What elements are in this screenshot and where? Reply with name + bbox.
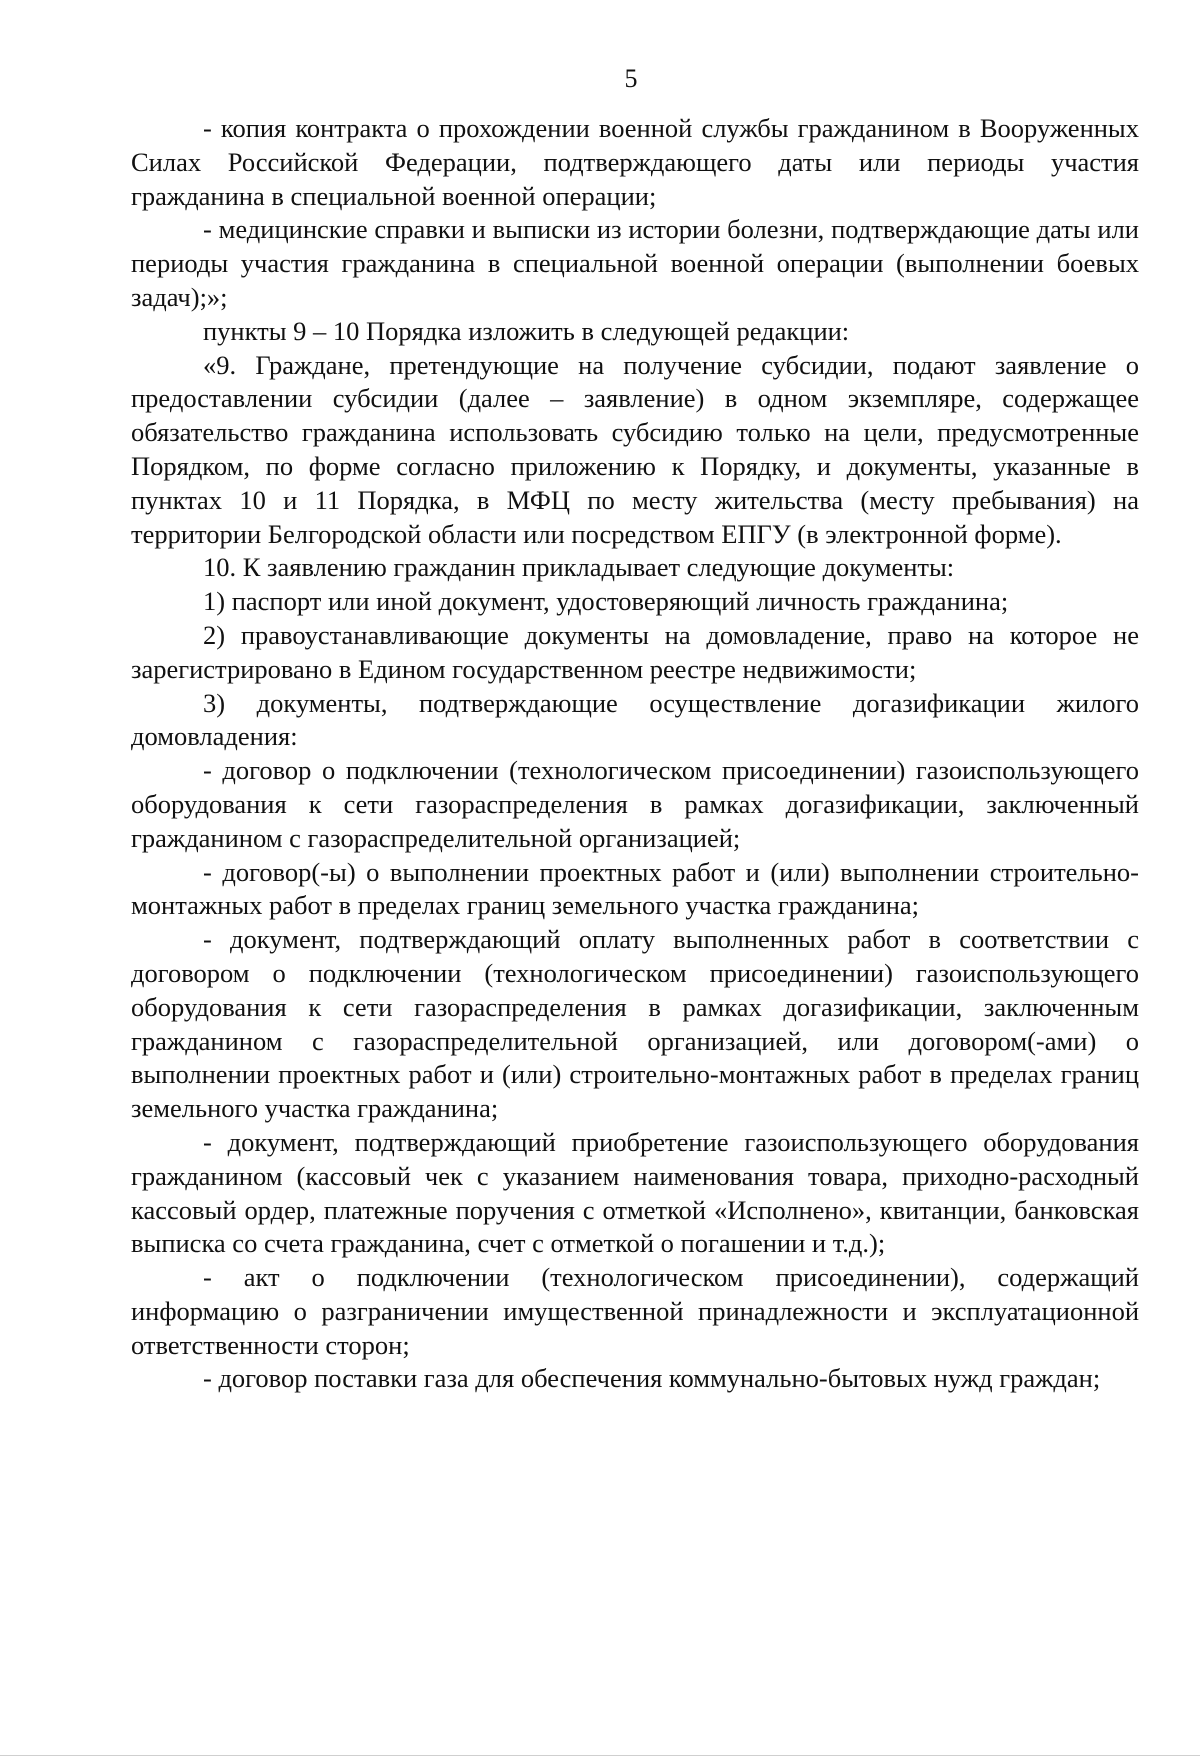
paragraph-subitem-3: 3) документы, подтверждающие осуществление догазификации жилого домовладения:	[131, 687, 1139, 752]
document-body	[131, 112, 1139, 1396]
paragraph-design-works-contract: - договор(-ы) о выполнении проектных работ и (или) выполнении строительно-монтажных работ в пределах границ земельного участка гражданина;	[131, 856, 1139, 921]
paragraph-gas-supply-contract: - договор поставки газа для обеспечения коммунально-бытовых нужд граждан;	[203, 1363, 1101, 1394]
paragraph-medical-certificates: - медицинские справки и выписки из истории болезни, подтверждающие даты или периоды участия гражданина в специальной военной операции (выполнении боевых задач);»;	[131, 214, 1139, 312]
paragraph-item-10: 10. К заявлению гражданин прикладывает следующие документы:	[203, 552, 955, 583]
paragraph-subitem-1: 1) паспорт или иной документ, удостоверяющий личность гражданина;	[203, 586, 1009, 617]
paragraph-contract-copy: - копия контракта о прохождении военной службы гражданином в Вооруженных Силах Российской Федерации, подтверждающего даты или периоды участия гражданина в специальной военной операции;	[131, 113, 1139, 211]
paragraph-payment-document: - документ, подтверждающий оплату выполненных работ в соответствии с договором о подключении (технологическом присоединении) газоиспользующего оборудования к сети газораспределения в рамках догазификации, заключенным гражданином с газораспределительной организацией, или договором(-ами) о выполнении проектных работ и (или) строительно-монтажных работ в пределах границ земельного участка гражданина;	[131, 924, 1139, 1124]
paragraph-connection-contract: - договор о подключении (технологическом присоединении) газоиспользующего оборудования к сети газораспределения в рамках догазификации, заключенный гражданином с газораспределительной организацией;	[131, 755, 1139, 853]
page-number: 5	[624, 64, 638, 93]
bottom-scan-edge	[0, 1755, 1200, 1756]
paragraph-equipment-purchase: - документ, подтверждающий приобретение газоиспользующего оборудования гражданином (кассовый чек с указанием наименования товара, приходно-расходный кассовый ордер, платежные поручения с отметкой «Исполнено», квитанции, банковская выписка со счета гражданина, счет с отметкой о погашении и т.д.);	[131, 1126, 1139, 1259]
paragraph-subitem-2: 2) правоустанавливающие документы на домовладение, право на которое не зарегистрировано в Едином государственном реестре недвижимости;	[131, 619, 1139, 684]
paragraph-connection-act: - акт о подключении (технологическом присоединении), содержащий информацию о разграничении имущественной принадлежности и эксплуатационной ответственности сторон;	[131, 1262, 1139, 1360]
paragraph-item-9: «9. Граждане, претендующие на получение субсидии, подают заявление о предоставлении субсидии (далее – заявление) в одном экземпляре, содержащее обязательство гражданина использовать субсидию только на цели, предусмотренные Порядком, по форме согласно приложению к Порядку, и документы, указанные в пунктах 10 и 11 Порядка, в МФЦ по месту жительства (месту пребывания) на территории Белгородской области или посредством ЕПГУ (в электронной форме).	[131, 349, 1139, 549]
paragraph-amendment-intro: пункты 9 – 10 Порядка изложить в следующей редакции:	[203, 315, 850, 346]
